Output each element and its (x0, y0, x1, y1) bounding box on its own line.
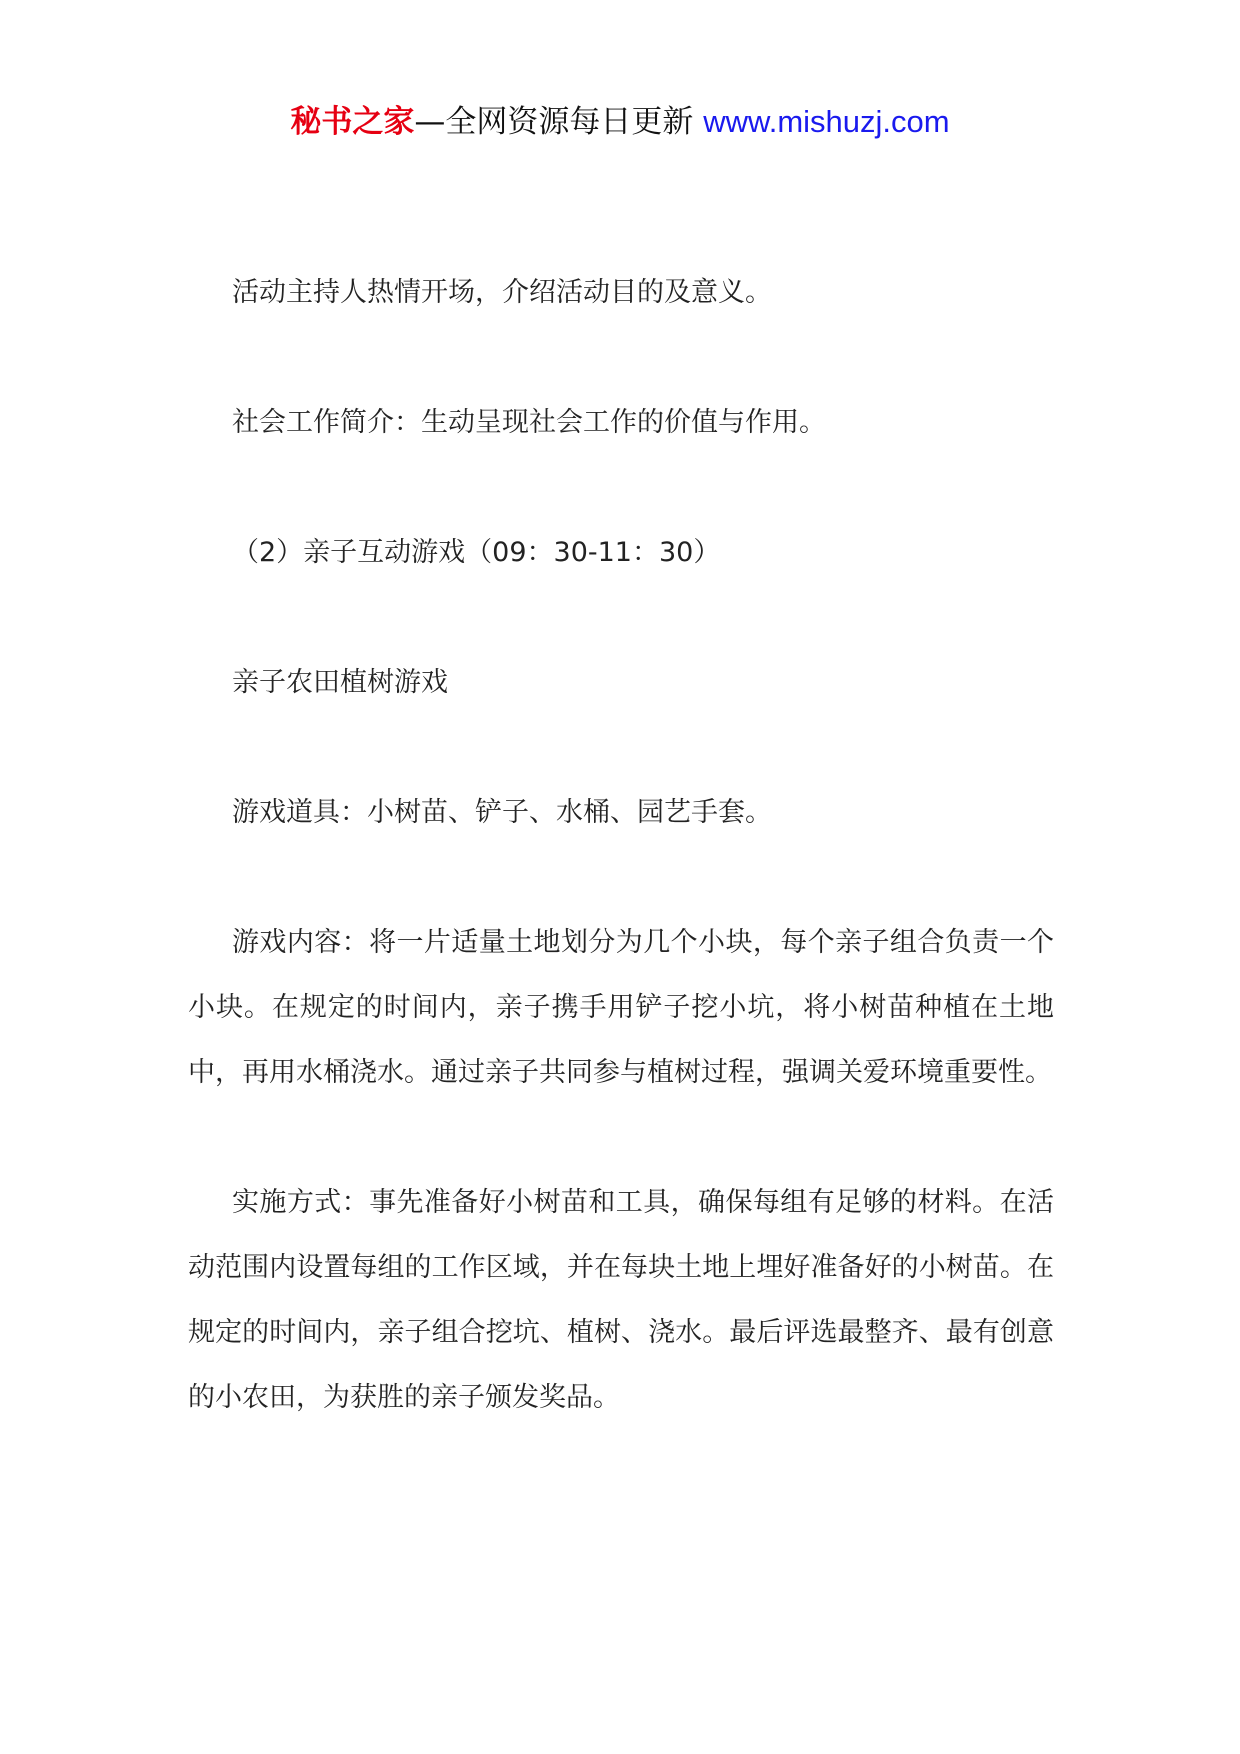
paragraph-spacer (188, 455, 1054, 520)
paragraph-opening: 活动主持人热情开场，介绍活动目的及意义。 (232, 277, 772, 308)
paragraph-social-work-intro: 社会工作简介：生动呈现社会工作的价值与作用。 (232, 407, 826, 438)
document-body (188, 260, 1054, 1430)
paragraph-spacer (188, 715, 1054, 780)
header-tagline: —全网资源每日更新 (414, 104, 704, 140)
brand-name: 秘书之家 (290, 104, 415, 140)
page-header (0, 100, 1240, 144)
paragraph-spacer (188, 845, 1054, 910)
paragraph-spacer (188, 1105, 1054, 1170)
paragraph-spacer (188, 325, 1054, 390)
paragraph-implementation: 实施方式：事先准备好小树苗和工具，确保每组有足够的材料。在活动范围内设置每组的工作区域，并在每块土地上埋好准备好的小树苗。在规定的时间内，亲子组合挖坑、植树、浇水。最后评选最整齐、最有创意的小农田，为获胜的亲子颁发奖品。 (188, 1187, 1054, 1413)
paragraph-spacer (188, 585, 1054, 650)
paragraph-game-content: 游戏内容：将一片适量土地划分为几个小块，每个亲子组合负责一个小块。在规定的时间内，亲子携手用铲子挖小坑，将小树苗种植在土地中，再用水桶浇水。通过亲子共同参与植树过程，强调关爱环境重要性。 (188, 927, 1054, 1088)
game-title: 亲子农田植树游戏 (232, 667, 448, 698)
website-link[interactable]: www.mishuzj.com (703, 104, 950, 139)
paragraph-game-props: 游戏道具：小树苗、铲子、水桶、园艺手套。 (232, 797, 772, 828)
section-heading-parent-child-game: （2）亲子互动游戏（09：30-11：30） (232, 537, 721, 568)
